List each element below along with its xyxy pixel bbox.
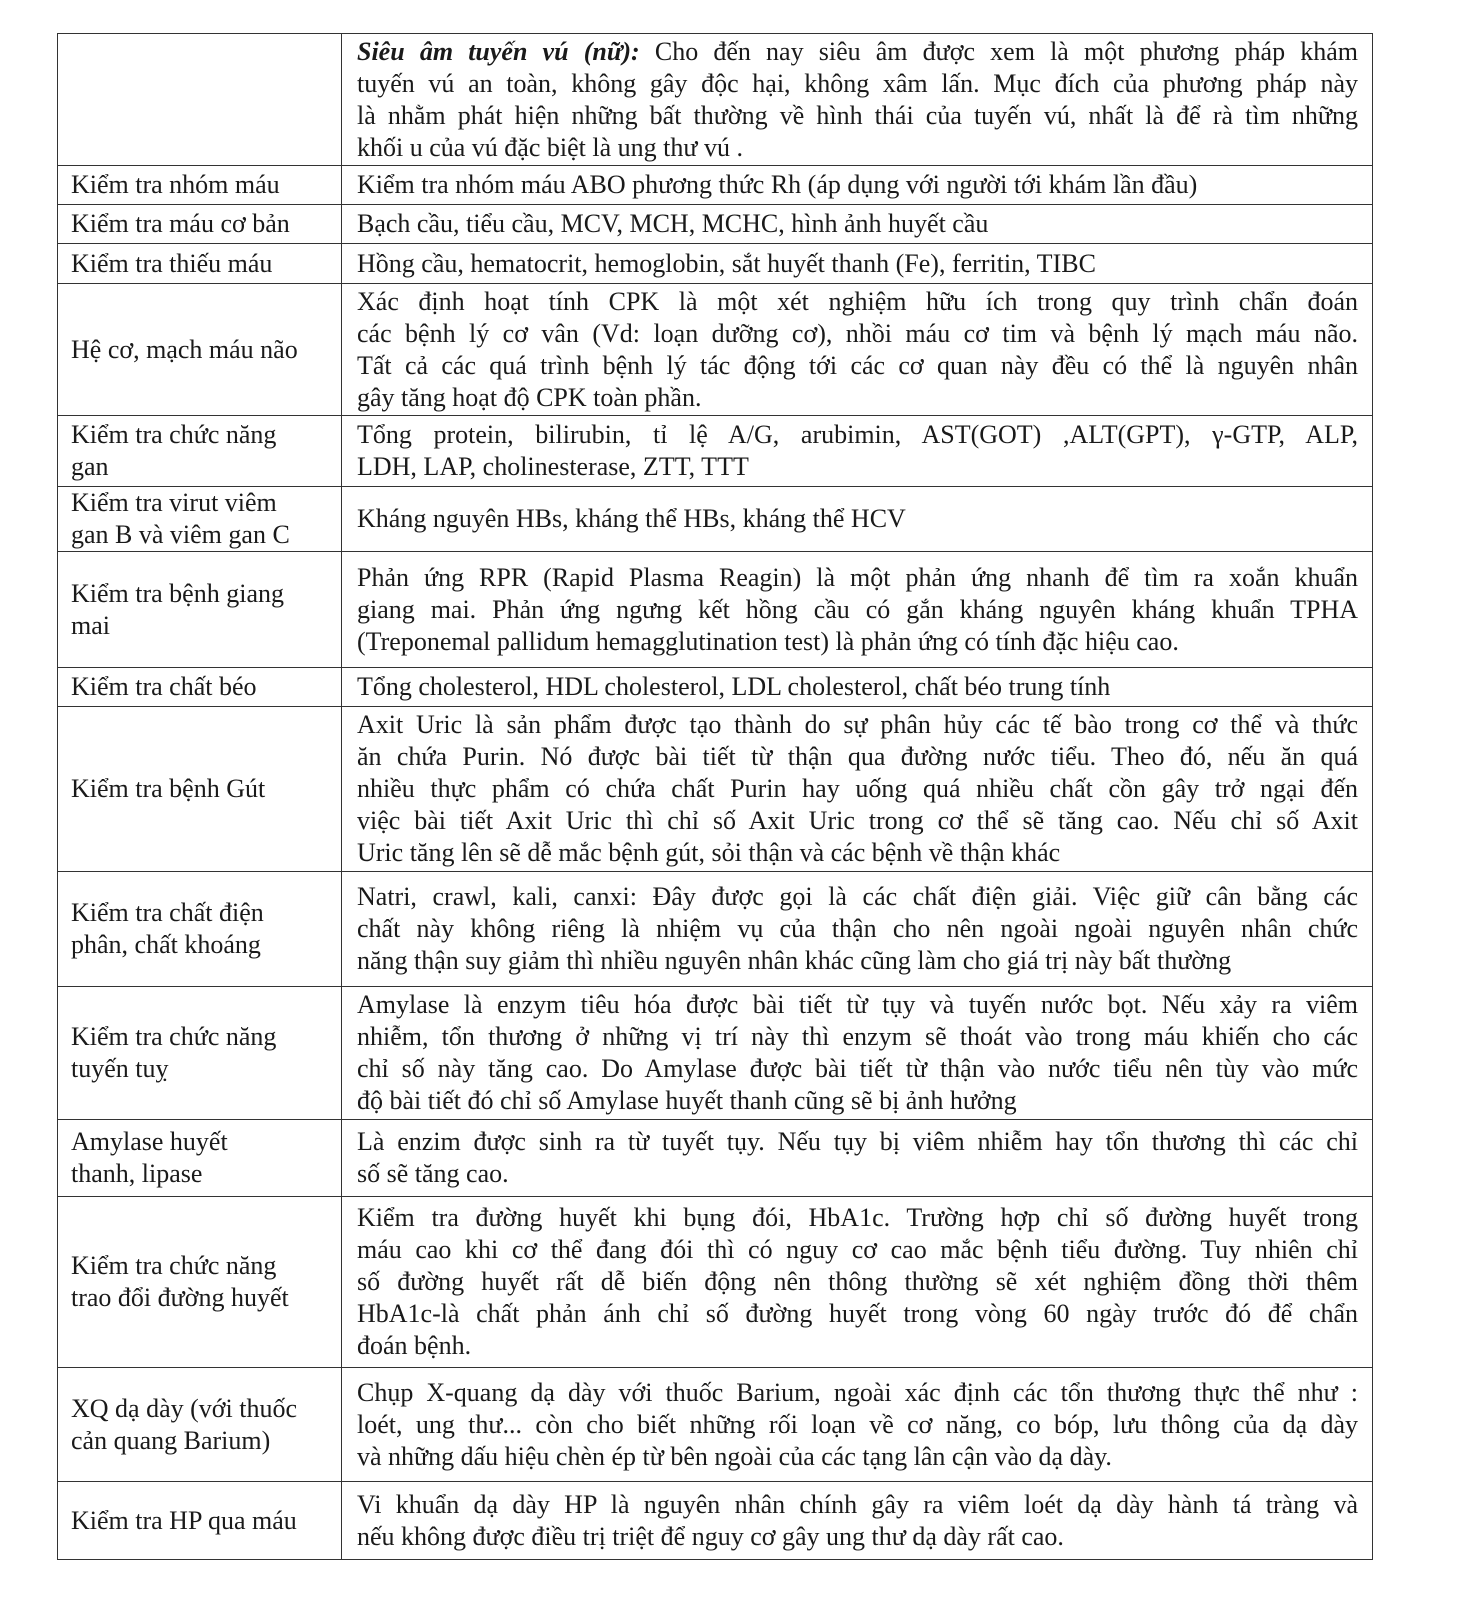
description-line: giang mai. Phản ứng ngưng kết hồng cầu có gắn kháng nguyên kháng khuẩn TPHA	[357, 594, 1358, 624]
description-line: Kiểm tra đường huyết khi bụng đói, HbA1c. Trường hợp chỉ số đường huyết trong	[357, 1203, 1358, 1232]
description-line: Uric tăng lên sẽ dễ mắc bệnh gút, sỏi thận và các bệnh về thận khác	[357, 838, 1061, 867]
description-line: nhiễm, tổn thương ở những vị trí này thì enzym sẽ thoát vào trong máu khiến cho các	[357, 1022, 1358, 1051]
table-row	[58, 552, 1373, 668]
test-name-line: Kiểm tra máu cơ bản	[71, 209, 290, 238]
description-line: số đường huyết rất dễ biến động nên thông thường sẽ xét nghiệm đồng thời thêm	[357, 1267, 1358, 1296]
test-name-cell	[58, 552, 342, 668]
test-description-cell	[342, 1197, 1373, 1368]
test-description-cell	[342, 872, 1373, 987]
description-line: Bạch cầu, tiểu cầu, MCV, MCH, MCHC, hình ảnh huyết cầu	[357, 209, 989, 238]
table-row	[58, 1482, 1373, 1560]
test-description-cell	[342, 1368, 1373, 1482]
description-line: năng thận suy giảm thì nhiều nguyên nhân khác cũng làm cho giá trị này bất thường	[357, 946, 1232, 975]
test-description-cell	[342, 244, 1373, 284]
description-line: gây tăng hoạt độ CPK toàn phần.	[357, 382, 702, 412]
description-line: và những dấu hiệu chèn ép từ bên ngoài của các tạng lân cận vào dạ dày.	[357, 1441, 1112, 1471]
test-name-line: Kiểm tra chất điện	[71, 898, 264, 927]
description-line: ăn chứa Purin. Nó được bài tiết từ thận qua đường nước tiểu. Theo đó, nếu ăn quá	[357, 742, 1358, 771]
health-checkup-table	[57, 33, 1373, 1560]
description-line: Vi khuẩn dạ dày HP là nguyên nhân chính gây ra viêm loét dạ dày hành tá tràng và	[357, 1489, 1358, 1519]
test-name-line: tuyến tuỵ	[71, 1054, 169, 1083]
test-name-cell	[58, 707, 342, 872]
table-row	[58, 166, 1373, 205]
table-row	[58, 416, 1373, 487]
test-name-line: trao đổi đường huyết	[71, 1283, 289, 1312]
description-line: máu cao khi cơ thể đang đói thì có nguy cơ cao mắc bệnh tiểu đường. Tuy nhiên chỉ	[357, 1235, 1358, 1264]
test-description-cell	[342, 487, 1373, 552]
test-description-cell	[342, 416, 1373, 487]
test-name-line: gan	[71, 452, 109, 481]
description-line: Natri, crawl, kali, canxi: Đây được gọi là các chất điện giải. Việc giữ cân bằng các	[357, 882, 1358, 911]
test-name-line: cản quang Barium)	[71, 1425, 271, 1455]
description-line: Tổng protein, bilirubin, tỉ lệ A/G, arubimin, AST(GOT) ,ALT(GPT), γ-GTP, ALP,	[357, 420, 1358, 449]
description-line: (Treponemal pallidum hemagglutination test) là phản ứng có tính đặc hiệu cao.	[357, 626, 1179, 656]
description-line: loét, ung thư... còn cho biết những rối loạn về cơ năng, co bóp, lưu thông của dạ dày	[357, 1409, 1358, 1439]
test-name-cell	[58, 1197, 342, 1368]
table-row	[58, 205, 1373, 244]
test-name-cell	[58, 166, 342, 205]
section-heading: Siêu âm tuyến vú (nữ):	[357, 36, 640, 66]
test-description-cell	[342, 284, 1373, 416]
description-line: chỉ số này tăng cao. Do Amylase được bài tiết từ thận vào nước tiểu nên tùy vào mức	[357, 1054, 1358, 1083]
table-row	[58, 668, 1373, 707]
description-line: Axit Uric là sản phẩm được tạo thành do sự phân hủy các tế bào trong cơ thể và thức	[357, 710, 1358, 739]
table-row	[58, 34, 1373, 166]
test-description-cell	[342, 1120, 1373, 1197]
test-description-cell	[342, 166, 1373, 205]
test-name-line: Kiểm tra nhóm máu	[71, 170, 280, 199]
test-name-line: mai	[71, 610, 110, 640]
test-name-cell	[58, 34, 342, 166]
test-name-cell	[58, 205, 342, 244]
test-name-cell	[58, 668, 342, 707]
test-name-cell	[58, 1120, 342, 1197]
test-name-line: Hệ cơ, mạch máu não	[71, 334, 298, 364]
description-line: LDH, LAP, cholinesterase, ZTT, TTT	[357, 452, 749, 481]
test-name-cell	[58, 1368, 342, 1482]
test-description-cell	[342, 34, 1373, 166]
description-line: Hồng cầu, hematocrit, hemoglobin, sắt huyết thanh (Fe), ferritin, TIBC	[357, 248, 1096, 278]
description-text: Cho đến nay siêu âm được xem là một phương pháp khám	[654, 36, 1358, 66]
table-row	[58, 1120, 1373, 1197]
test-name-line: Kiểm tra thiếu máu	[71, 248, 273, 278]
table-row	[58, 284, 1373, 416]
description-line: các bệnh lý cơ vân (Vd: loạn dưỡng cơ), nhồi máu cơ tim và bệnh lý mạch máu não.	[357, 318, 1358, 348]
table-row	[58, 872, 1373, 987]
table-row	[58, 1368, 1373, 1482]
test-name-cell	[58, 487, 342, 552]
test-name-line: Kiểm tra chức năng	[71, 1022, 277, 1051]
description-line: việc bài tiết Axit Uric thì chỉ số Axit Uric trong cơ thể sẽ tăng cao. Nếu chỉ số Axit	[357, 806, 1358, 835]
test-name-line: Kiểm tra chất béo	[71, 672, 257, 701]
table-row	[58, 707, 1373, 872]
test-description-cell	[342, 987, 1373, 1120]
test-name-line: thanh, lipase	[71, 1159, 203, 1188]
description-line: Chụp X-quang dạ dày với thuốc Barium, ngoài xác định các tổn thương thực thể như :	[357, 1377, 1358, 1407]
description-line: chất này không riêng là nhiệm vụ của thận cho nên ngoài ngoài nguyên nhân chức	[357, 914, 1358, 943]
table-row	[58, 487, 1373, 552]
test-name-cell	[58, 416, 342, 487]
test-name-line: Kiểm tra chức năng	[71, 1251, 277, 1280]
test-description-cell	[342, 205, 1373, 244]
description-line: Kháng nguyên HBs, kháng thể HBs, kháng thể HCV	[357, 504, 906, 533]
test-name-cell	[58, 284, 342, 416]
description-line: khối u của vú đặc biệt là ung thư vú .	[357, 132, 743, 162]
description-line: là nhằm phát hiện những bất thường về hình thái của tuyến vú, nhất là để rà tìm những	[357, 100, 1358, 130]
test-name-cell	[58, 987, 342, 1120]
test-description-cell	[342, 707, 1373, 872]
description-line: đoán bệnh.	[357, 1331, 472, 1360]
test-name-line: gan B và viêm gan C	[71, 520, 290, 549]
test-name-line: Kiểm tra HP qua máu	[71, 1505, 297, 1535]
description-line: nhiều thực phẩm có chứa chất Purin hay uống quá nhiều chất cồn gây trở ngại đến	[357, 774, 1358, 803]
description-line: HbA1c-là chất phản ánh chỉ số đường huyết trong vòng 60 ngày trước đó để chẩn	[357, 1299, 1358, 1328]
description-line: Tổng cholesterol, HDL cholesterol, LDL cholesterol, chất béo trung tính	[357, 672, 1111, 701]
description-line: Kiểm tra nhóm máu ABO phương thức Rh (áp dụng với người tới khám lần đầu)	[357, 170, 1198, 199]
table-row	[58, 244, 1373, 284]
test-name-cell	[58, 872, 342, 987]
table-row	[58, 987, 1373, 1120]
description-line: tuyến vú an toàn, không gây độc hại, không xâm lấn. Mục đích của phương pháp này	[357, 68, 1358, 98]
test-name-line: Kiểm tra bệnh giang	[71, 578, 284, 608]
description-line: Xác định hoạt tính CPK là một xét nghiệm hữu ích trong quy trình chẩn đoán	[357, 286, 1358, 316]
description-line: nếu không được điều trị triệt để nguy cơ gây ung thư dạ dày rất cao.	[357, 1521, 1064, 1551]
description-line	[357, 36, 1358, 68]
test-description-cell	[342, 552, 1373, 668]
test-name-cell	[58, 1482, 342, 1560]
description-line: Phản ứng RPR (Rapid Plasma Reagin) là một phản ứng nhanh để tìm ra xoắn khuẩn	[357, 562, 1358, 592]
description-line: Amylase là enzym tiêu hóa được bài tiết từ tụy và tuyến nước bọt. Nếu xảy ra viêm	[357, 990, 1358, 1019]
test-name-line: XQ dạ dày (với thuốc	[71, 1393, 298, 1423]
test-name-line: Amylase huyết	[71, 1127, 228, 1156]
description-line: độ bài tiết đó chỉ số Amylase huyết thanh cũng sẽ bị ảnh hưởng	[357, 1086, 1017, 1115]
test-name-line: Kiểm tra chức năng	[71, 420, 277, 449]
description-line: số sẽ tăng cao.	[357, 1159, 509, 1188]
description-line: Là enzim được sinh ra từ tuyết tụy. Nếu tụy bị viêm nhiễm hay tổn thương thì các chỉ	[357, 1127, 1358, 1156]
test-description-cell	[342, 668, 1373, 707]
test-description-cell	[342, 1482, 1373, 1560]
description-line: Tất cả các quá trình bệnh lý tác động tới các cơ quan này đều có thể là nguyên nhân	[357, 350, 1358, 380]
test-name-cell	[58, 244, 342, 284]
test-name-line: Kiểm tra virut viêm	[71, 488, 277, 517]
test-name-line: Kiểm tra bệnh Gút	[71, 774, 266, 803]
table-row	[58, 1197, 1373, 1368]
test-name-line: phân, chất khoáng	[71, 930, 261, 959]
